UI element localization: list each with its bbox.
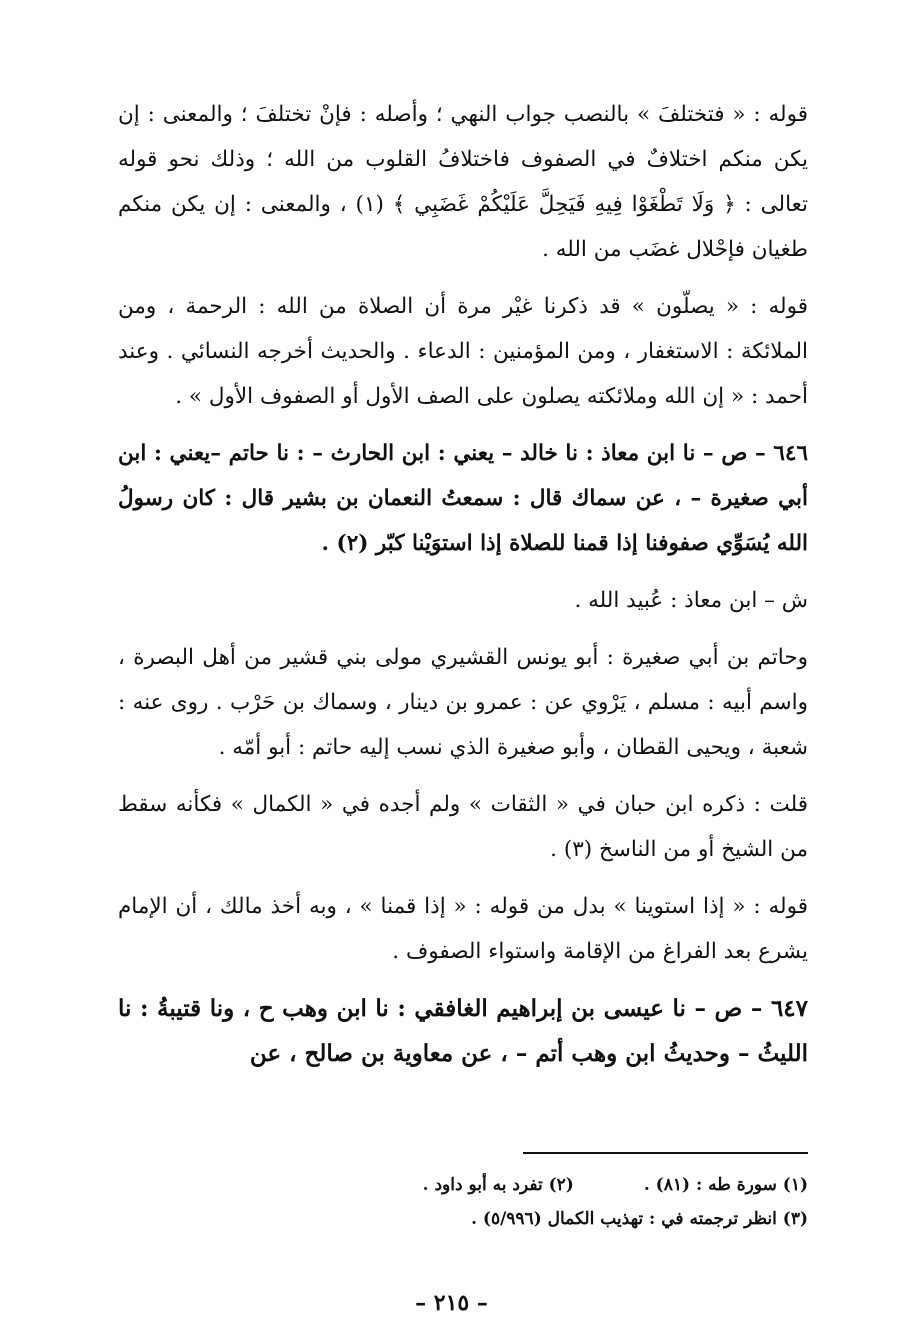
paragraph-qawluhu-fatakhtalif: قوله : « فتختلفَ » بالنصب جواب النهي ؛ وأصله : فإنْ تختلفَ ؛ والمعنى : إن يكن منكم اختلافٌ في الصفوف فاختلافُ القلوب من الله ؛ وذلك نحو قوله تعالى : ﴿ وَلَا تَطْغَوْا فِيهِ فَيَحِلَّ عَلَيْكُمْ غَضَبِي ﴾ (١) ، والمعنى : إن يكن منكم طغيان فإحْلال غضَب من الله . (118, 102, 808, 262)
footnotes (180, 1168, 808, 1236)
paragraph-hatim-biography: وحاتم بن أبي صغيرة : أبو يونس القشيري مولى بني قشير من أهل البصرة ، واسم أبيه : مسلم ، يَرْوي عن : عمرو بن دينار ، وسماك بن حَرْب . روى عنه : شعبة ، ويحيى القطان ، وأبو صغيرة الذي نسب إليه حاتم : أبو أمّه . (118, 645, 808, 760)
footnote-row (180, 1168, 808, 1202)
main-text (118, 92, 808, 1088)
page-number: – ٢١٥ – (415, 1290, 488, 1316)
paragraph-qultu: قلت : ذكره ابن حبان في « الثقات » ولم أجده في « الكمال » فكأنه سقط من الشيخ أو من الناسخ (٣) . (118, 792, 808, 862)
footnote-1: (١) سورة طه : (٨١) . (643, 1175, 808, 1195)
footnote-2: (٢) تفرد به أبو داود . (422, 1175, 574, 1195)
paragraph-idha-istawayna: قوله : « إذا استوينا » بدل من قوله : « إذا قمنا » ، وبه أخذ مالك ، أن الإمام يشرع بعد الفراغ من الإقامة واستواء الصفوف . (118, 894, 808, 964)
paragraph-sharh-ibn-muadh: ش – ابن معاذ : عُبيد الله . (574, 588, 808, 613)
hadith-646: ٦٤٦ – ص – نا ابن معاذ : نا خالد – يعني : ابن الحارث – : نا حاتم –يعني : ابن أبي صغيرة – ، عن سماك قال : سمعتُ النعمان بن بشير قال : كان رسولُ الله يُسَوِّي صفوفنا إذا قمنا للصلاة إذا استوَيْنا كبّر (٢) . (118, 441, 808, 556)
footnote-separator (523, 1152, 808, 1154)
footnote-3: (٣) انظر ترجمته في : تهذيب الكمال (٥/٩٩٦) . (471, 1209, 808, 1229)
paragraph-qawluhu-yusalloon: قوله : « يصلّون » قد ذكرنا غيْر مرة أن الصلاة من الله : الرحمة ، ومن الملائكة : الاستغفار ، ومن المؤمنين : الدعاء . والحديث أخرجه النسائي . وعند أحمد : « إن الله وملائكته يصلون على الصف الأول أو الصفوف الأول » . (118, 294, 808, 409)
hadith-647: ٦٤٧ – ص – نا عيسى بن إبراهيم الغافقي : نا ابن وهب ح ، ونا قتيبةُ : نا الليثُ – وحديثُ ابن وهب أتم – ، عن معاوية بن صالح ، عن (118, 995, 808, 1067)
